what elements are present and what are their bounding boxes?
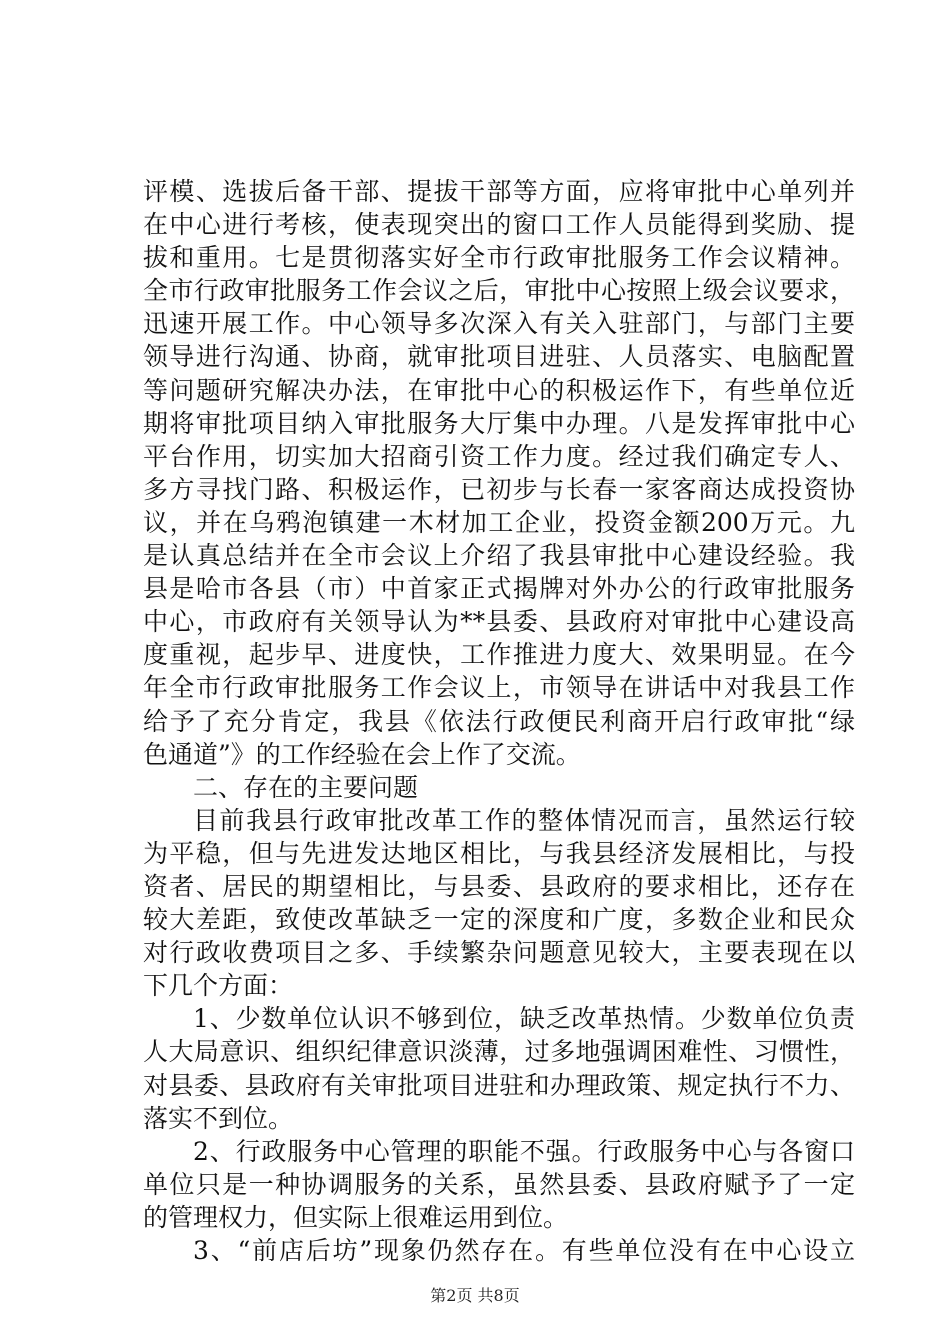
text-line: 领导进行沟通、协商，就审批项目进驻、人员落实、电脑配置 (143, 342, 855, 372)
text-line: 的管理权力，但实际上很难运用到位。 (143, 1202, 569, 1232)
text-line: 二、存在的主要问题 (193, 772, 419, 802)
text-line: 落实不到位。 (143, 1103, 294, 1133)
text-line: 下几个方面： (143, 971, 294, 1001)
text-line: 年全市行政审批服务工作会议上，市领导在讲话中对我县工作 (143, 673, 855, 703)
text-line: 给予了充分肯定，我县《依法行政便民利商开启行政审批“绿 (143, 706, 855, 736)
text-line: 等问题研究解决办法，在审批中心的积极运作下，有些单位近 (143, 375, 855, 405)
text-line: 为平稳，但与先进发达地区相比，与我县经济发展相比，与投 (143, 838, 855, 868)
text-line: 1、少数单位认识不够到位，缺乏改革热情。少数单位负责 (193, 1004, 855, 1034)
text-line: 较大差距，致使改革缺乏一定的深度和广度，多数企业和民众 (143, 905, 855, 935)
text-line: 对县委、县政府有关审批项目进驻和办理政策、规定执行不力、 (143, 1070, 855, 1100)
text-line: 对行政收费项目之多、手续繁杂问题意见较大，主要表现在以 (143, 938, 855, 968)
text-line: 期将审批项目纳入审批服务大厅集中办理。八是发挥审批中心 (143, 408, 855, 438)
text-line: 多方寻找门路、积极运作，已初步与长春一家客商达成投资协 (143, 474, 855, 504)
text-line: 色通道”》的工作经验在会上作了交流。 (143, 739, 581, 769)
text-line: 迅速开展工作。中心领导多次深入有关入驻部门，与部门主要 (143, 309, 855, 339)
page-number-footer: 第2页 共8页 (430, 1286, 520, 1305)
text-line: 拔和重用。七是贯彻落实好全市行政审批服务工作会议精神。 (143, 243, 855, 273)
text-line: 是认真总结并在全市会议上介绍了我县审批中心建设经验。我 (143, 541, 855, 571)
text-line: 平台作用，切实加大招商引资工作力度。经过我们确定专人、 (143, 441, 855, 471)
text-line: 资者、居民的期望相比，与县委、县政府的要求相比，还存在 (143, 871, 855, 901)
text-line: 2、行政服务中心管理的职能不强。行政服务中心与各窗口 (193, 1136, 855, 1166)
text-line: 在中心进行考核，使表现突出的窗口工作人员能得到奖励、提 (143, 210, 855, 240)
text-line: 人大局意识、组织纪律意识淡薄，过多地强调困难性、习惯性， (143, 1037, 855, 1067)
text-line: 中心，市政府有关领导认为**县委、县政府对审批中心建设高 (143, 607, 855, 637)
text-line: 评模、选拔后备干部、提拔干部等方面，应将审批中心单列并 (143, 177, 855, 206)
text-line: 3、“前店后坊”现象仍然存在。有些单位没有在中心设立 (193, 1236, 855, 1265)
text-line: 单位只是一种协调服务的关系，虽然县委、县政府赋予了一定 (143, 1169, 855, 1199)
document-body (143, 175, 855, 1267)
text-line: 议，并在乌鸦泡镇建一木材加工企业，投资金额200万元。九 (143, 507, 855, 537)
text-line: 度重视，起步早、进度快，工作推进力度大、效果明显。在今 (143, 640, 855, 670)
text-line: 全市行政审批服务工作会议之后，审批中心按照上级会议要求， (143, 276, 855, 306)
text-line: 目前我县行政审批改革工作的整体情况而言，虽然运行较 (193, 805, 855, 835)
text-line: 县是哈市各县（市）中首家正式揭牌对外办公的行政审批服务 (143, 574, 855, 604)
